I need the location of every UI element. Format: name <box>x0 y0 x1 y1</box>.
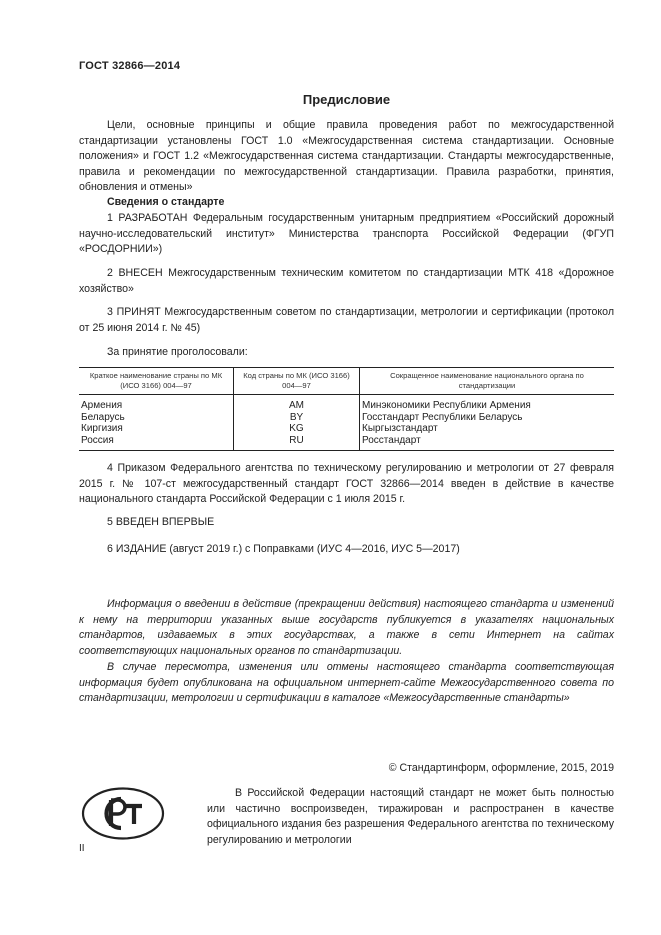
rst-certification-mark-icon <box>80 786 166 841</box>
intro-paragraph: Цели, основные принципы и общие правила проведения работ по межгосударственной стандартизации установлены ГОСТ 1.0 «Межгосударственная система стандартизации. Основные положения» и ГОСТ 1.2 «Межгосударственная система стандартизации. Стандарты межгосударственные, правила и рекомендации по межгосударственной стандартизации. Правила разработки, принятия, обновления и отмены» <box>79 119 614 193</box>
table-cell-code: AM <box>289 400 304 411</box>
table-cell-body: Минэкономики Республики Армения <box>362 400 531 411</box>
item-adopted: 3 ПРИНЯТ Межгосударственным советом по стандартизации, метрологии и сертификации (протокол от 25 июня 2014 г. № 45) <box>79 306 614 334</box>
copyright-notice: В Российской Федерации настоящий стандарт не может быть полностью или частично воспроизведен, тиражирован и распространен в качестве официального издания без разрешения Федерального агентства по техническому регулированию и метрологии <box>207 787 614 846</box>
country-column <box>79 395 234 451</box>
document-header: ГОСТ 32866—2014 <box>79 60 181 72</box>
table-cell-country: Киргизия <box>81 423 123 435</box>
page-number: II <box>79 843 85 854</box>
table-cell-body: Росстандарт <box>362 435 421 447</box>
table-cell-code: KG <box>289 423 304 435</box>
info-note-1: Информация о введении в действие (прекращении действия) настоящего стандарта и изменений к нему на территории указанных выше государств публикуется в указателях национальных стандартов, издаваемых в этих государствах, а также в сети Интернет на сайтах соответствующих национальных органов по стандартизации. <box>79 598 614 657</box>
item-order: 4 Приказом Федерального агентства по техническому регулированию и метрологии от 27 февраля 2015 г. № 107-ст межгосударственный стандарт ГОСТ 32866—2014 введен в действие в качестве национального стандарта Российской Федерации с 1 июля 2015 г. <box>79 462 614 505</box>
code-column <box>234 395 360 451</box>
vote-table-body <box>79 395 614 451</box>
voted-label: За принятие проголосовали: <box>107 346 248 358</box>
body-column <box>360 395 615 451</box>
table-cell-country: Армения <box>81 400 123 411</box>
item-edition: 6 ИЗДАНИЕ (август 2019 г.) с Поправками (ИУС 4—2016, ИУС 5—2017) <box>107 543 460 555</box>
header-code: Код страны по МК (ИСО 3166) 004—97 <box>234 368 360 395</box>
vote-table <box>79 367 614 451</box>
table-cell-country: Беларусь <box>81 411 125 423</box>
header-body: Сокращенное наименование национального органа по стандартизации <box>360 368 615 395</box>
table-cell-body: Госстандарт Республики Беларусь <box>362 411 523 423</box>
item-introduced: 2 ВНЕСЕН Межгосударственным техническим комитетом по стандартизации МТК 418 «Дорожное хозяйство» <box>79 267 614 295</box>
table-cell-country: Россия <box>81 435 114 447</box>
header-country: Краткое наименование страны по МК (ИСО 3166) 004—97 <box>79 368 234 395</box>
table-cell-body: Кыргызстандарт <box>362 423 438 435</box>
vote-table-header-row <box>79 368 614 395</box>
info-note-2: В случае пересмотра, изменения или отмены настоящего стандарта соответствующая информация будет опубликована на официальном интернет-сайте Межгосударственного совета по стандартизации, метрологии и сертификации в каталоге «Межгосударственные стандарты» <box>79 661 614 704</box>
table-cell-code: BY <box>289 411 304 423</box>
page-title: Предисловие <box>302 92 391 107</box>
section-title: Сведения о стандарте <box>107 196 225 208</box>
copyright: © Стандартинформ, оформление, 2015, 2019 <box>388 762 614 774</box>
item-developed: 1 РАЗРАБОТАН Федеральным государственным унитарным предприятием «Российский дорожный научно-исследовательский институт» Министерства транспорта Российской Федерации (ФГУП «РОСДОРНИИ») <box>79 212 614 255</box>
item-first-time: 5 ВВЕДЕН ВПЕРВЫЕ <box>107 516 215 528</box>
table-cell-code: RU <box>289 435 304 447</box>
